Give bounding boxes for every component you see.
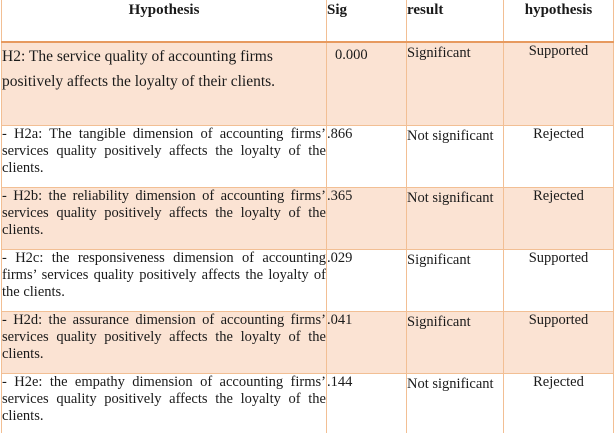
- hypothesis-cell: H2: The service quality of accounting firms positively affects the loyalty of their clients.: [2, 42, 327, 126]
- table-header-row: [2, 0, 614, 42]
- result-cell: Not significant: [407, 126, 504, 188]
- hypothesis-cell: - H2b: the reliability dimension of accounting firms’ services quality positively affects the loyalty of the clients.: [2, 188, 327, 250]
- sig-cell: .144: [327, 374, 407, 433]
- result-cell: Significant: [407, 42, 504, 126]
- sig-cell: 0.000: [327, 42, 407, 126]
- header-hypothesis: Hypothesis: [2, 0, 327, 42]
- header-result: result: [407, 0, 504, 42]
- decision-cell: Supported: [504, 312, 614, 374]
- header-decision: hypothesis: [504, 0, 614, 42]
- table-row-h2a: [2, 126, 614, 188]
- hypothesis-cell: - H2d: the assurance dimension of accounting firms’ services quality positively affects the loyalty of the clients.: [2, 312, 327, 374]
- decision-cell: Rejected: [504, 374, 614, 433]
- table-row-h2b: [2, 188, 614, 250]
- result-cell: Significant: [407, 250, 504, 312]
- table-row-h2c: [2, 250, 614, 312]
- result-cell: Significant: [407, 312, 504, 374]
- sig-cell: .365: [327, 188, 407, 250]
- decision-cell: Supported: [504, 42, 614, 126]
- result-cell: Not significant: [407, 188, 504, 250]
- header-sig: Sig: [327, 0, 407, 42]
- hypothesis-results-table: [1, 0, 614, 433]
- sig-cell: .029: [327, 250, 407, 312]
- table-row-h2e: [2, 374, 614, 433]
- hypothesis-cell: - H2a: The tangible dimension of accounting firms’ services quality positively affects the loyalty of the clients.: [2, 126, 327, 188]
- decision-cell: Supported: [504, 250, 614, 312]
- sig-cell: .866: [327, 126, 407, 188]
- hypothesis-cell: - H2c: the responsiveness dimension of accounting firms’ services quality positively affects the loyalty of the clients.: [2, 250, 327, 312]
- sig-cell: .041: [327, 312, 407, 374]
- decision-cell: Rejected: [504, 126, 614, 188]
- result-cell: Not significant: [407, 374, 504, 433]
- table-row-h2: [2, 42, 614, 126]
- table-row-h2d: [2, 312, 614, 374]
- decision-cell: Rejected: [504, 188, 614, 250]
- hypothesis-cell: - H2e: the empathy dimension of accounting firms’ services quality positively affects the loyalty of the clients.: [2, 374, 327, 433]
